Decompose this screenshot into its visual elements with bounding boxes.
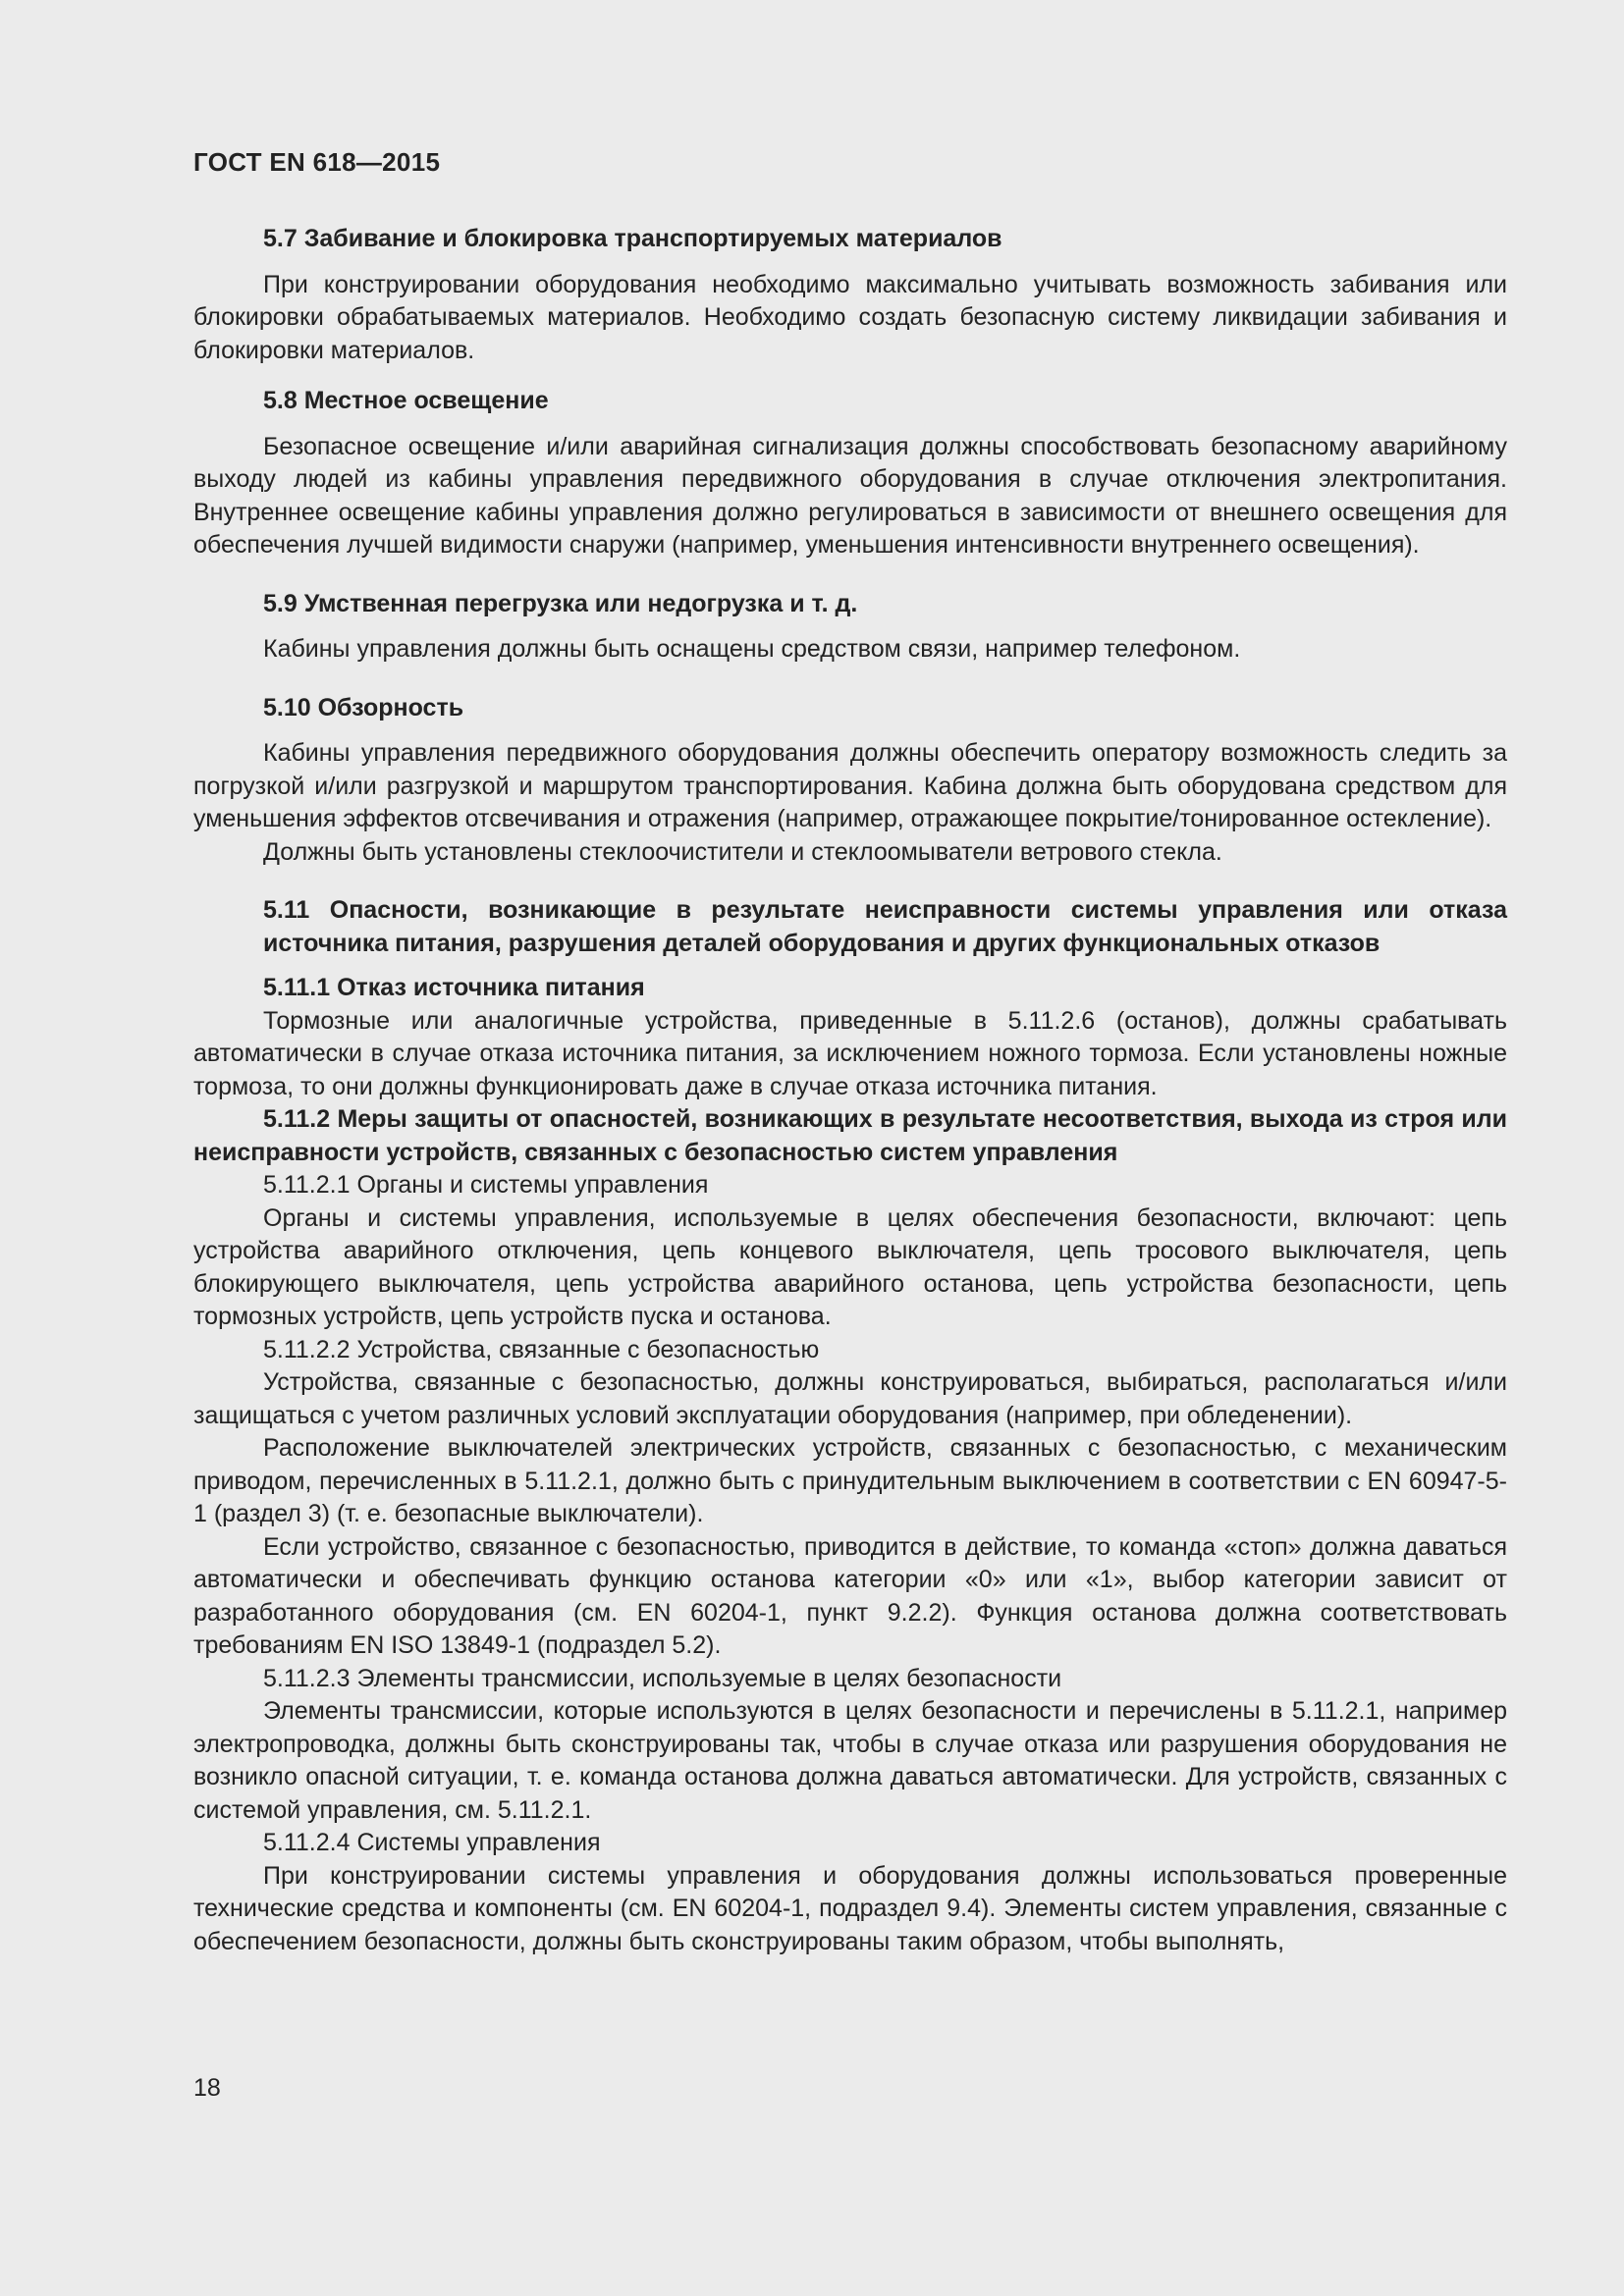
paragraph: Расположение выключателей электрических устройств, связанных с безопасностью, с механическим приводом, перечисленных в 5.11.2.1, должно быть с принудительным выключением в соответствии с EN 60947-5-1 (раздел 3) (т. е. безопасные выключатели).: [193, 1434, 1507, 1527]
paragraph: Органы и системы управления, используемые в целях обеспечения безопасности, включают: цепь устройства аварийного отключения, цепь концевого выключателя, цепь тросового выключателя, цепь блокирующего выключателя, цепь устройства аварийного останова, цепь устройства безопасности, цепь тормозных устройств, цепь устройств пуска и останова.: [193, 1203, 1507, 1330]
document-header: ГОСТ EN 618—2015: [193, 147, 441, 177]
subsection-heading-5-11-1: 5.11.1 Отказ источника питания: [263, 974, 645, 1001]
paragraph: При конструировании системы управления и оборудования должны использоваться проверенные технические средства и компоненты (см. EN 60204-1, подраздел 9.4). Элементы систем управления, связанные с обеспечением безопасности, должны быть сконструированы таким образом, чтобы выполнять,: [193, 1861, 1507, 1955]
clause-heading-5-11-2-2: 5.11.2.2 Устройства, связанные с безопасностью: [263, 1335, 820, 1363]
section-heading-5-11: 5.11 Опасности, возникающие в результате неисправности системы управления или отказа источника питания, разрушения деталей оборудования и других функциональных отказов: [263, 896, 1507, 957]
paragraph: Тормозные или аналогичные устройства, приведенные в 5.11.2.6 (останов), должны срабатывать автоматически в случае отказа источника питания, за исключением ножного тормоза. Если установлены ножные тормоза, то они должны функционировать даже в случае отказа источника питания.: [193, 1006, 1507, 1100]
paragraph: Устройства, связанные с безопасностью, должны конструироваться, выбираться, располагаться и/или защищаться с учетом различных условий эксплуатации оборудования (например, при обледенении).: [193, 1368, 1507, 1429]
section-heading-5-9: 5.9 Умственная перегрузка или недогрузка и т. д.: [263, 589, 858, 617]
paragraph: Безопасное освещение и/или аварийная сигнализация должны способствовать безопасному аварийному выходу людей из кабины управления передвижного оборудования в случае отключения электропитания. Внутреннее освещение кабины управления должно регулироваться в зависимости от внешнего освещения для обеспечения лучшей видимости снаружи (например, уменьшения интенсивности внутреннего освещения).: [193, 432, 1507, 559]
paragraph: Кабины управления передвижного оборудования должны обеспечить оператору возможность следить за погрузкой и/или разгрузкой и маршрутом транспортирования. Кабина должна быть оборудована средством для уменьшения эффектов отсвечивания и отражения (например, отражающее покрытие/тонированное остекление).: [193, 739, 1507, 832]
paragraph: Кабины управления должны быть оснащены средством связи, например телефоном.: [263, 635, 1241, 663]
paragraph: При конструировании оборудования необходимо максимально учитывать возможность забивания или блокировки обрабатываемых материалов. Необходимо создать безопасную систему ликвидации забивания и блокировки материалов.: [193, 270, 1507, 364]
section-heading-5-10: 5.10 Обзорность: [263, 693, 464, 721]
paragraph: Если устройство, связанное с безопасностью, приводится в действие, то команда «стоп» должна даваться автоматически и обеспечивать функцию останова категории «0» или «1», выбор категории зависит от разработанного оборудования (см. EN 60204-1, пункт 9.2.2). Функция останова должна соответствовать требованиям EN ISO 13849-1 (подраздел 5.2).: [193, 1532, 1507, 1659]
clause-heading-5-11-2-4: 5.11.2.4 Системы управления: [263, 1829, 601, 1856]
paragraph: Элементы трансмиссии, которые используются в целях безопасности и перечислены в 5.11.2.1, например электропроводка, должны быть сконструированы так, чтобы в случае отказа или разрушения оборудования не возникло опасной ситуации, т. е. команда останова должна даваться автоматически. Для устройств, связанных с системой управления, см. 5.11.2.1.: [193, 1697, 1507, 1824]
document-body: [193, 223, 1507, 1958]
section-heading-5-7: 5.7 Забивание и блокировка транспортируемых материалов: [263, 225, 1002, 252]
paragraph: Должны быть установлены стеклоочистители и стеклоомыватели ветрового стекла.: [263, 837, 1222, 866]
clause-heading-5-11-2-1: 5.11.2.1 Органы и системы управления: [263, 1171, 709, 1199]
subsection-heading-5-11-2: 5.11.2 Меры защиты от опасностей, возникающих в результате несоответствия, выхода из строя или неисправности устройств, связанных с безопасностью систем управления: [193, 1105, 1507, 1166]
page-number: 18: [193, 2074, 221, 2102]
section-heading-5-8: 5.8 Местное освещение: [263, 387, 549, 414]
clause-heading-5-11-2-3: 5.11.2.3 Элементы трансмиссии, используемые в целях безопасности: [263, 1664, 1062, 1692]
